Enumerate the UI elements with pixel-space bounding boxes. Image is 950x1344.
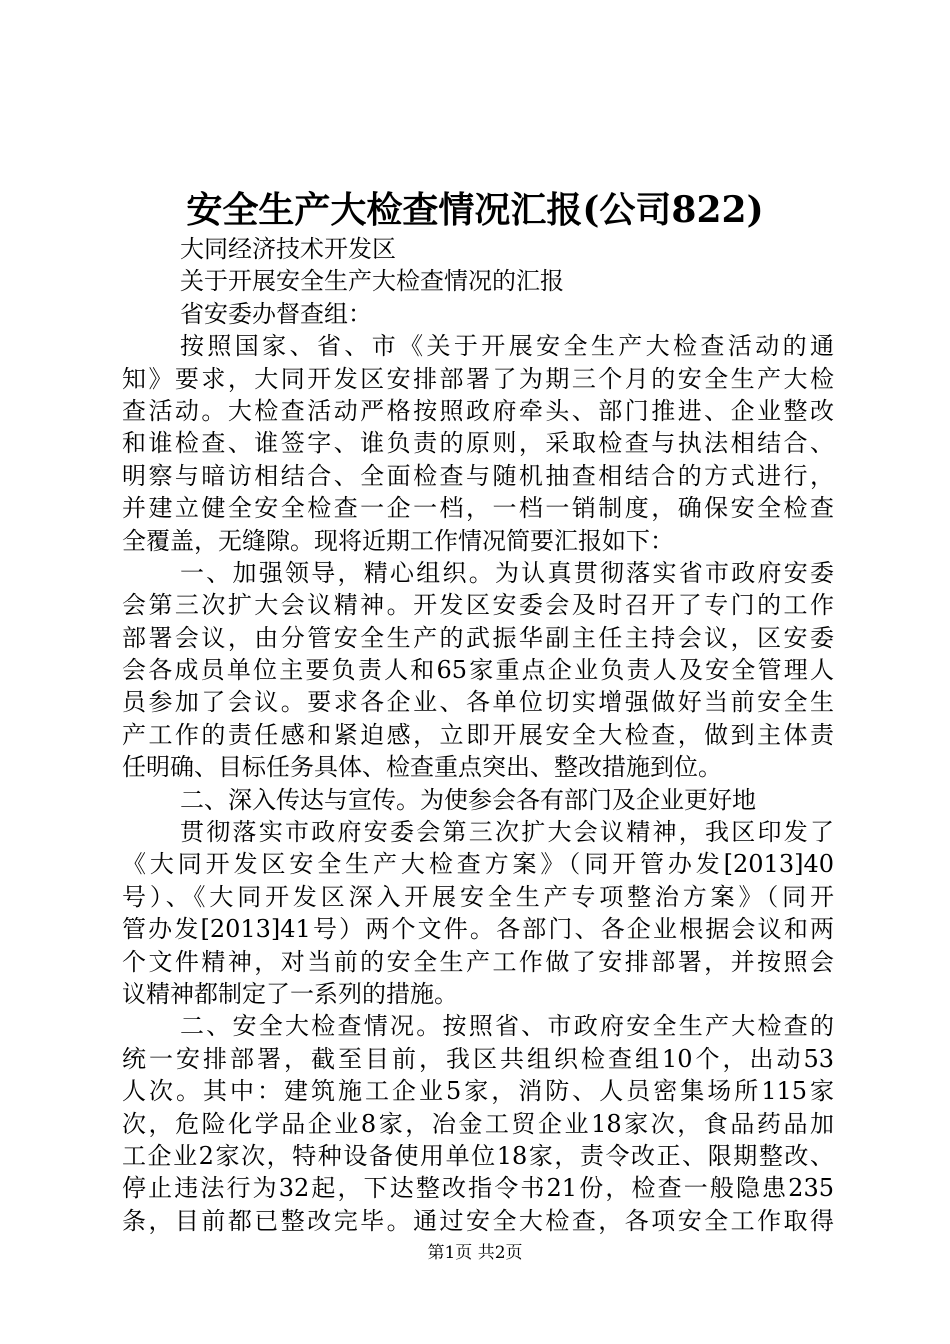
- paragraph-line: 部署会议，由分管安全生产的武振华副主任主持会议，区安委: [122, 623, 834, 652]
- paragraph-line: 员参加了会议。要求各企业、各单位切实增强做好当前安全生: [122, 688, 834, 717]
- paragraph-line: 二、深入传达与宣传。为使参会各有部门及企业更好地: [180, 785, 756, 814]
- paragraph-line: 任明确、目标任务具体、检查重点突出、整改措施到位。: [122, 753, 722, 782]
- paragraph-line: 人次。其中：建筑施工企业5家，消防、人员密集场所115家: [122, 1077, 834, 1106]
- paragraph-line: 工企业2家次，特种设备使用单位18家，责令改正、限期整改、: [122, 1141, 834, 1170]
- paragraph-line: 会各成员单位主要负责人和65家重点企业负责人及安全管理人: [122, 656, 834, 685]
- document-body: [122, 233, 834, 1237]
- page-number-footer: 第1页 共2页: [427, 1243, 523, 1263]
- paragraph-line: 号）、《大同开发区深入开展安全生产专项整治方案》（同开: [122, 882, 834, 911]
- paragraph-line: 《大同开发区安全生产大检查方案》（同开管办发[2013]40: [122, 850, 834, 879]
- paragraph-line: 查活动。大检查活动严格按照政府牵头、部门推进、企业整改: [122, 396, 834, 425]
- document-title: 安全生产大检查情况汇报(公司822): [186, 189, 764, 231]
- org-name-line: 大同经济技术开发区: [180, 235, 396, 263]
- paragraph-line: 二、安全大检查情况。按照省、市政府安全生产大检查的: [180, 1012, 834, 1041]
- report-subject-line: 关于开展安全生产大检查情况的汇报: [180, 267, 564, 296]
- paragraph-line: 产工作的责任感和紧迫感，立即开展安全大检查，做到主体责: [122, 720, 834, 749]
- paragraph-line: 条，目前都已整改完毕。通过安全大检查，各项安全工作取得: [122, 1206, 834, 1235]
- paragraph-line: 一、加强领导，精心组织。为认真贯彻落实省市政府安委: [180, 558, 834, 587]
- paragraph-line: 次，危险化学品企业8家，冶金工贸企业18家次，食品药品加: [122, 1109, 834, 1138]
- paragraph-line: 并建立健全安全检查一企一档，一档一销制度，确保安全检查: [122, 494, 834, 523]
- paragraph-line: 议精神都制定了一系列的措施。: [122, 979, 458, 1008]
- paragraph-line: 明察与暗访相结合、全面检查与随机抽查相结合的方式进行，: [122, 461, 834, 490]
- paragraph-line: 会第三次扩大会议精神。开发区安委会及时召开了专门的工作: [122, 591, 834, 620]
- paragraph-line: 统一安排部署，截至目前，我区共组织检查组10个，出动53: [122, 1044, 834, 1073]
- paragraph-line: 全覆盖，无缝隙。现将近期工作情况简要汇报如下：: [122, 526, 674, 555]
- paragraph-line: 贯彻落实市政府安委会第三次扩大会议精神，我区印发了: [180, 818, 834, 847]
- paragraph-line: 停止违法行为32起，下达整改指令书21份，检查一般隐患235: [122, 1174, 834, 1203]
- paragraph-line: 管办发[2013]41号）两个文件。各部门、各企业根据会议和两: [122, 915, 834, 944]
- paragraph-line: 和谁检查、谁签字、谁负责的原则，采取检查与执法相结合、: [122, 429, 834, 458]
- paragraph-line: 知》要求，大同开发区安排部署了为期三个月的安全生产大检: [122, 364, 834, 393]
- paragraph-line: 按照国家、省、市《关于开展安全生产大检查活动的通: [180, 332, 834, 361]
- paragraph-line: 个文件精神，对当前的安全生产工作做了安排部署，并按照会: [122, 947, 834, 976]
- recipient-line: 省安委办督查组：: [180, 299, 372, 328]
